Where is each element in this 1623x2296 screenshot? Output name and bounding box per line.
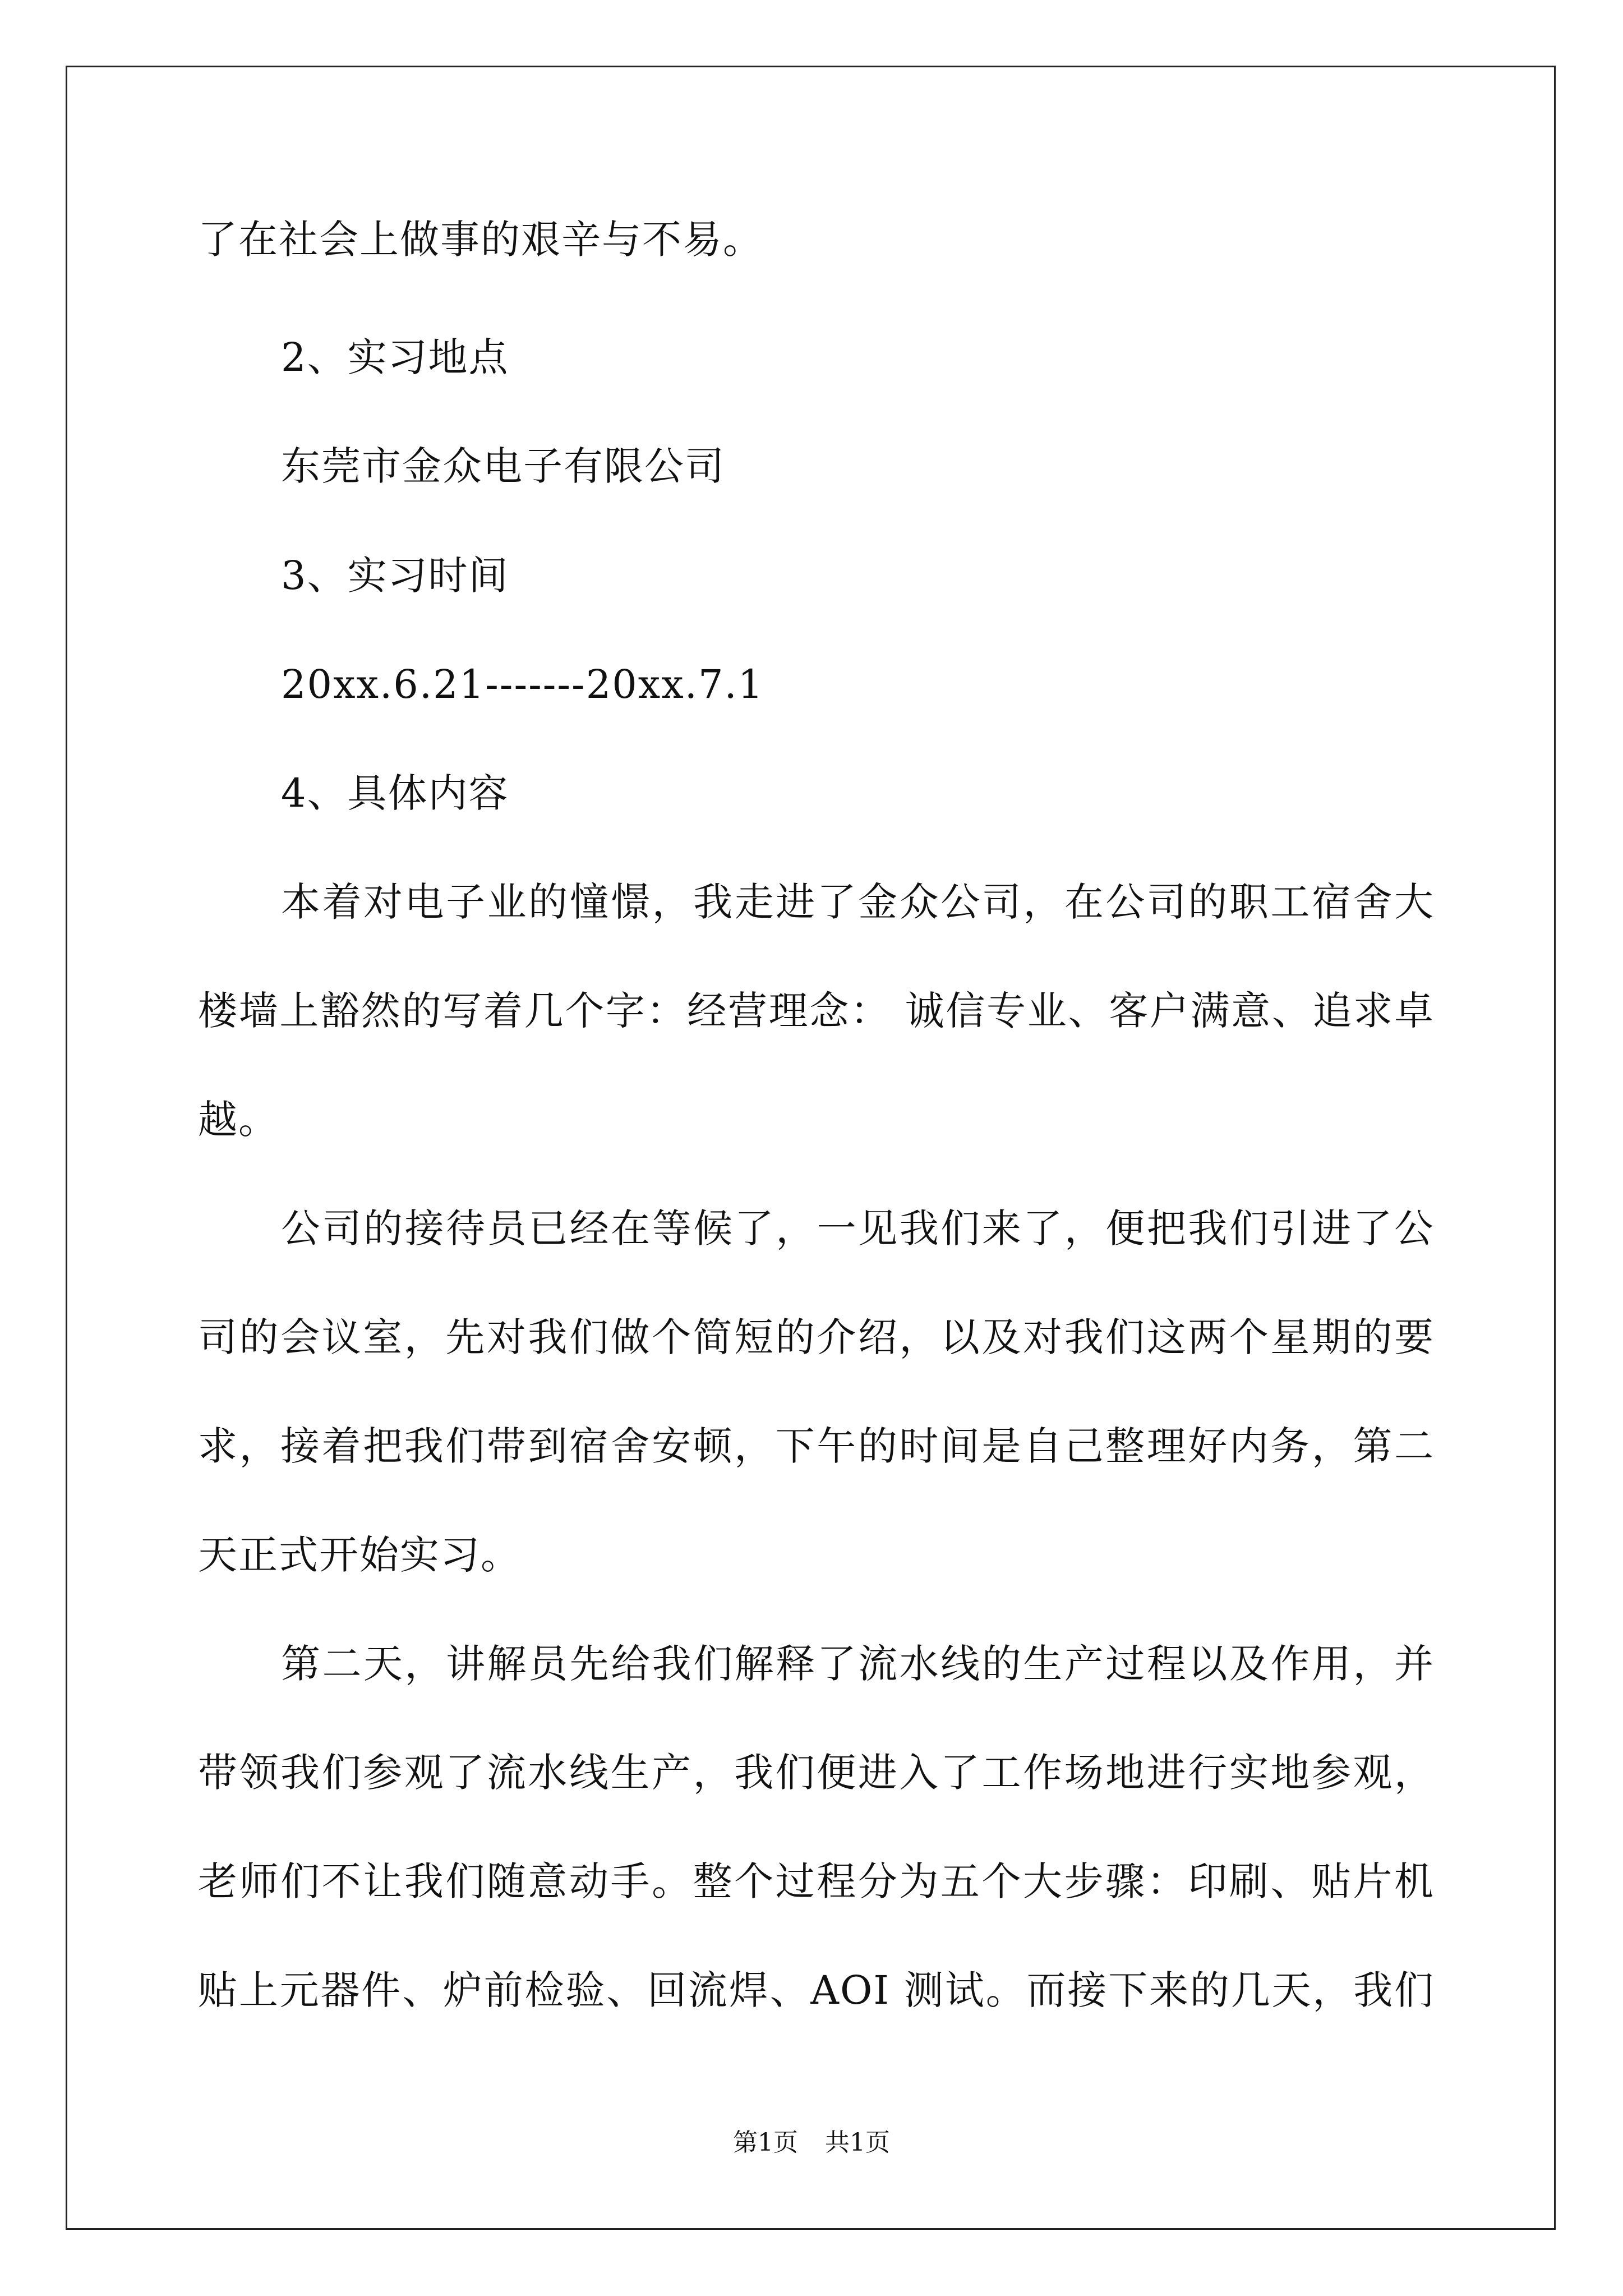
text-line: 了在社会上做事的艰辛与不易。: [198, 217, 763, 263]
paragraph-line: 司的会议室，先对我们做个简短的介绍，以及对我们这两个星期的要: [198, 1314, 1435, 1360]
paragraph-line: 本着对电子业的憧憬，我走进了金众公司，在公司的职工宿舍大: [281, 879, 1435, 925]
text-line-date-range: 20xx.6.21-------20xx.7.1: [281, 661, 764, 707]
page-number: 第1页: [733, 2128, 798, 2157]
paragraph-line: 第二天，讲解员先给我们解释了流水线的生产过程以及作用，并: [281, 1641, 1435, 1687]
section-heading-content: 4、具体内容: [281, 770, 509, 816]
paragraph-line: 天正式开始实习。: [198, 1532, 521, 1578]
text-line-company: 东莞市金众电子有限公司: [281, 443, 725, 489]
paragraph-line: 老师们不让我们随意动手。整个过程分为五个大步骤：印刷、贴片机: [198, 1858, 1435, 1904]
paragraph-line: 公司的接待员已经在等候了，一见我们来了，便把我们引进了公: [281, 1205, 1435, 1251]
section-heading-location: 2、实习地点: [281, 334, 509, 380]
paragraph-line: 带领我们参观了流水线生产，我们便进入了工作场地进行实地参观，: [198, 1750, 1435, 1796]
paragraph-line: 楼墙上豁然的写着几个字：经营理念： 诚信专业、客户满意、追求卓: [198, 988, 1435, 1034]
paragraph-line: 贴上元器件、炉前检验、回流焊、AOI 测试。而接下来的几天，我们: [198, 1967, 1435, 2013]
paragraph-line: 越。: [198, 1097, 279, 1143]
page-footer: [0, 2126, 1623, 2160]
paragraph-line: 求，接着把我们带到宿舍安顿，下午的时间是自己整理好内务，第二: [198, 1423, 1435, 1469]
section-heading-time: 3、实习时间: [281, 553, 509, 599]
page-total: 共1页: [825, 2128, 890, 2157]
